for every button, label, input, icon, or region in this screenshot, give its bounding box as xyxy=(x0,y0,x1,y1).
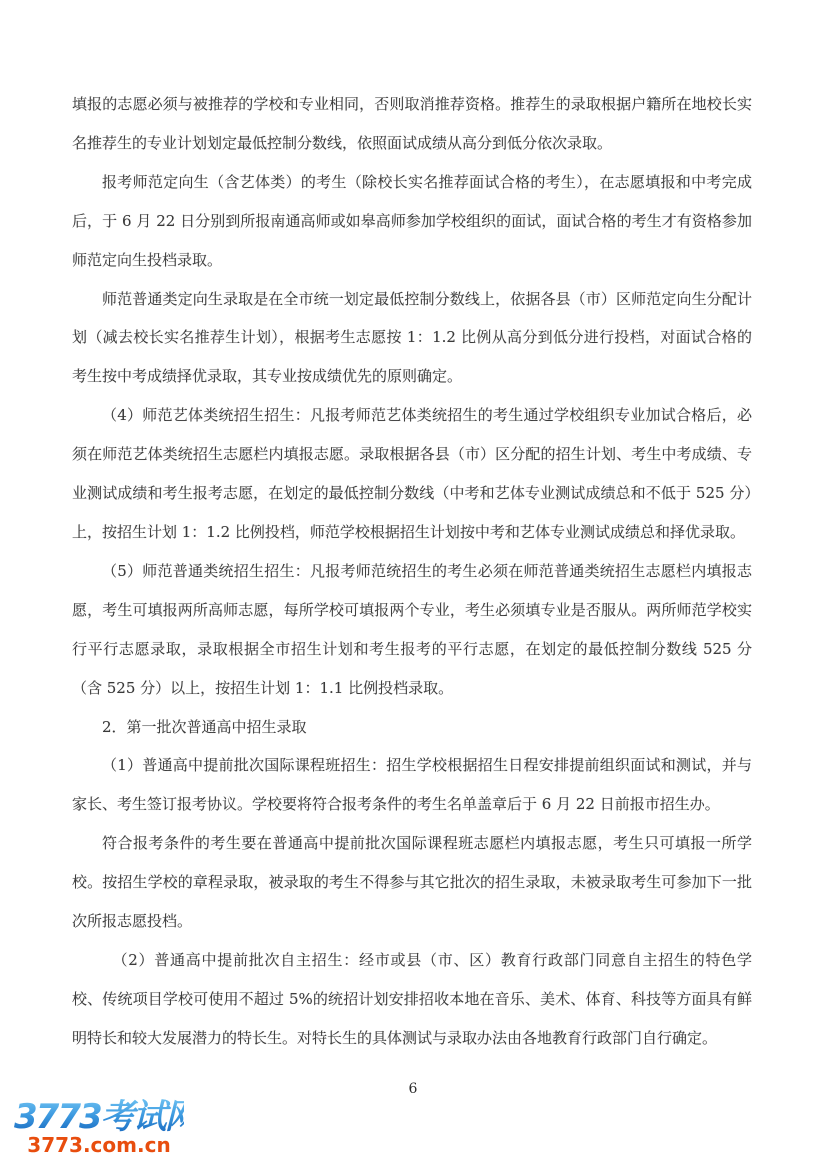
paragraph-item4-art-pe-admission: （4）师范艺体类统招生招生：凡报考师范艺体类统招生的考生通过学校组织专业加试合格后，必须在师范艺体类统招生志愿栏内填报志愿。录取根据各县（市）区分配的招生计划、考生中考成绩、专业测试成绩和考生报考志愿，在划定的最低控制分数线（中考和艺体专业测试成绩总和不低于 525 分）上，按招生计划 1：1.2 比例投档，师范学校根据招生计划按中考和艺体专业测试成绩总和择优录取。 xyxy=(72,406,752,541)
paragraph-item2-independent-admission: （2）普通高中提前批次自主招生：经市或县（市、区）教育行政部门同意自主招生的特色学校、传统项目学校可使用不超过 5%的统招计划安排招收本地在音乐、美术、体育、科技等方面具有鲜明特长和较大发展潜力的特长生。对特长生的具体测试与录取办法由各地教育行政部门自行确定。 xyxy=(72,950,752,1047)
paragraph-item1-international-class: （1）普通高中提前批次国际课程班招生：招生学校根据招生日程安排提前组织面试和测试，并与家长、考生签订报考协议。学校要将符合报考条件的考生名单盖章后于 6 月 22 日前报市招生办。 xyxy=(72,756,752,814)
paragraph-item5-general-admission: （5）师范普通类统招生招生：凡报考师范统招生的考生必须在师范普通类统招生志愿栏内填报志愿，考生可填报两所高师志愿，每所学校可填报两个专业，考生必须填专业是否服从。两所师范学校实行平行志愿录取，录取根据全市招生计划和考生报考的平行志愿，在划定的最低控制分数线 525 分（含 525 分）以上，按招生计划 1：1.1 比例投档录取。 xyxy=(72,561,752,697)
site-logo-url[interactable]: 3773.com.cn xyxy=(27,1133,171,1157)
paragraph-continuation: 填报的志愿必须与被推荐的学校和专业相同，否则取消推荐资格。推荐生的录取根据户籍所在地校长实名推荐生的专业计划划定最低控制分数线，依照面试成绩从高分到低分依次录取。 xyxy=(72,95,752,152)
paragraph-teacher-directed-interview: 报考师范定向生（含艺体类）的考生（除校长实名推荐面试合格的考生），在志愿填报和中考完成后，于 6 月 22 日分别到所报南通高师或如皋高师参加学校组织的面试，面试合格的考生才有资格参加师范定向生投档录取。 xyxy=(72,172,752,269)
paragraph-teacher-directed-admission: 师范普通类定向生录取是在全市统一划定最低控制分数线上，依据各县（市）区师范定向生分配计划（减去校长实名推荐生计划），根据考生志愿按 1：1.2 比例从高分到低分进行投档，对面试合格的考生按中考成绩择优录取，其专业按成绩优先的原则确定。 xyxy=(72,289,752,386)
page-number: 6 xyxy=(408,1081,418,1097)
heading-batch1-high-school: 2．第一批次普通高中招生录取 xyxy=(102,717,307,736)
site-logo-title[interactable]: 3773考试网 xyxy=(14,1097,197,1137)
site-logo-watermark[interactable] xyxy=(14,1097,197,1157)
paragraph-international-class-volunteer: 符合报考条件的考生要在普通高中提前批次国际课程班志愿栏内填报志愿，考生只可填报一所学校。按招生学校的章程录取，被录取的考生不得参与其它批次的招生录取，未被录取考生可参加下一批次所报志愿投档。 xyxy=(72,834,752,931)
document-body xyxy=(72,85,752,1058)
